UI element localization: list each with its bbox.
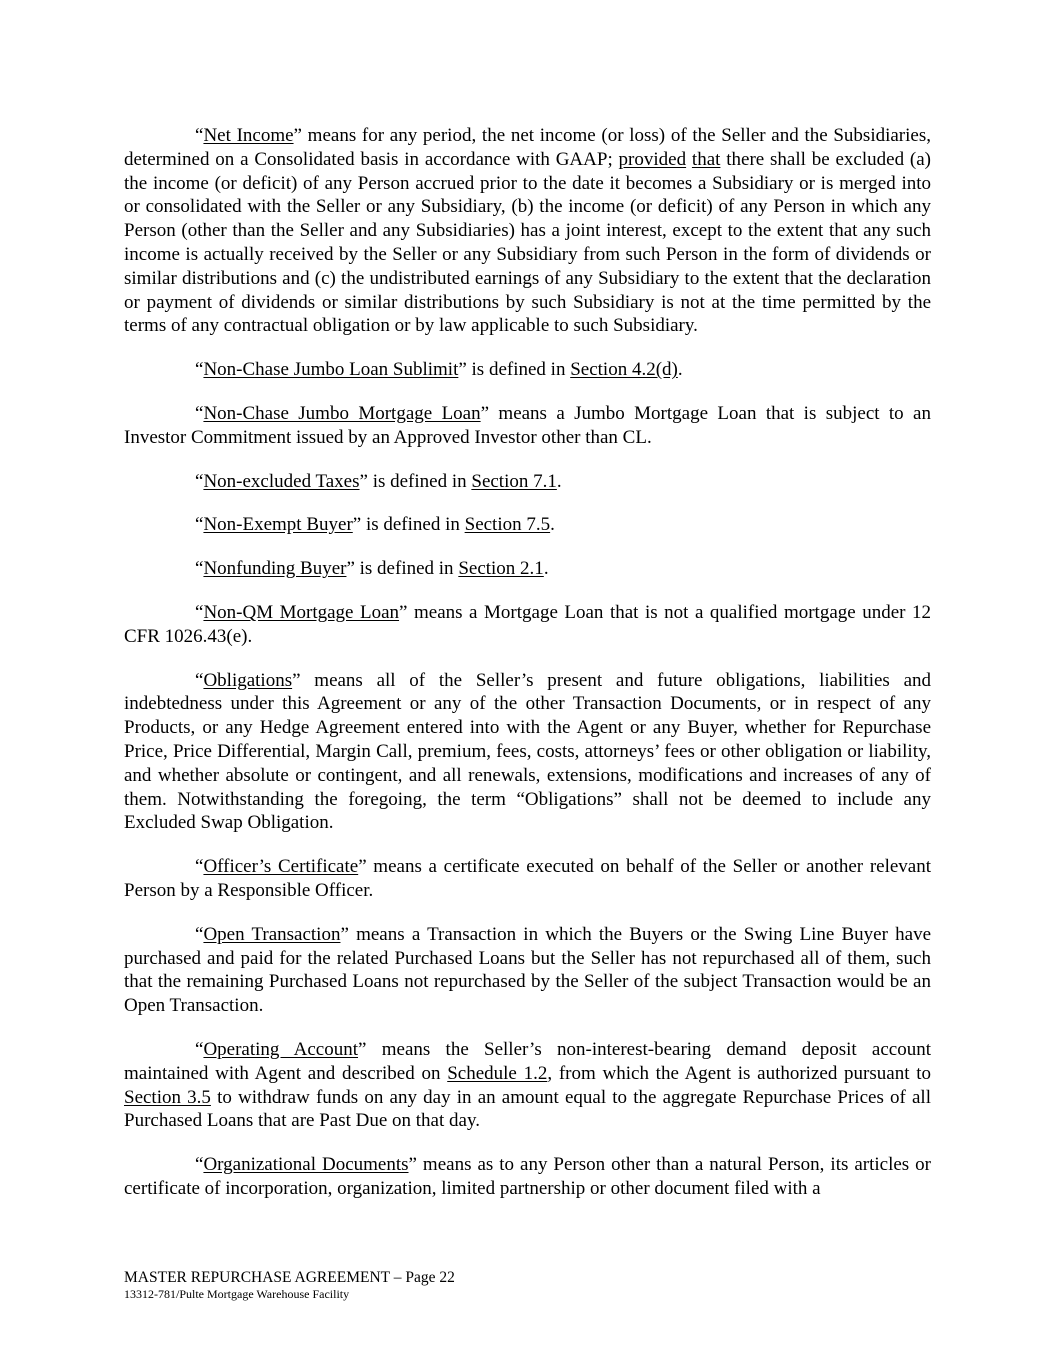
definition-non-chase-jumbo-mortgage-loan (124, 402, 931, 450)
paragraph-text: to withdraw funds on any day in an amount equal to the aggregate Repurchase Prices of all Purchased Loans that are Past Due on that day. (124, 1086, 931, 1132)
paragraph-text: ” means all of the Seller’s present and future obligations, liabilities and indebtedness under this Agreement or any of the other Transaction Documents, or in respect of any Products, or any Hedge Agreement entered into with the Agent or any Buyer, whether for Repurchase Price, Price Differential, Margin Call, premium, fees, costs, attorneys’ fees or other obligation or liability, and whether absolute or contingent, and all renewals, extensions, modifications and increases of any of them. Notwithstanding the foregoing, the term “Obligations” shall not be deemed to include any Excluded Swap Obligation. (124, 669, 931, 834)
defined-term: Non-Chase Jumbo Loan Sublimit (203, 359, 459, 381)
paragraph-text: ” is defined in (346, 558, 459, 580)
paragraph-text: “ (195, 669, 204, 691)
defined-term: Officer’s Certificate (203, 856, 359, 878)
paragraph-text: . (543, 558, 549, 580)
footer-document-id: 13312-781/Pulte Mortgage Warehouse Facility (124, 1287, 350, 1301)
definition-operating-account (124, 1038, 931, 1133)
paragraph-text: “ (195, 856, 204, 878)
paragraph-text: “ (195, 359, 204, 381)
paragraph-text: “ (195, 558, 204, 580)
definition-non-chase-jumbo-loan-sublimit (124, 358, 931, 382)
defined-term: Non-Chase Jumbo Mortgage Loan (203, 402, 481, 424)
defined-term: Open Transaction (203, 923, 341, 945)
paragraph-text: , from which the Agent is authorized pursuant to (547, 1062, 931, 1084)
paragraph-text: . (550, 514, 555, 536)
paragraph-text: ” means as to any Person other than a natural Person, its articles or certificate of incorporation, organization, limited partnership or other document filed with a (124, 1154, 931, 1199)
paragraph-text: there shall be excluded (a) the income (or deficit) of any Person accrued prior to the date it becomes a Subsidiary or is merged into or consolidated with the Seller or any Subsidiary, (b) the income (or deficit) of any Person in which any Person (other than the Seller and any Subsidiaries) has a joint interest, except to the extent that any such income is actually received by the Seller or any Subsidiary from such Person in the form of dividends or similar distributions and (c) the undistributed earnings of any Subsidiary to the extent that the declaration or payment of dividends or similar distributions by such Subsidiary is not at the time permitted by the terms of any contractual obligation or by law applicable to such Subsidiary. (124, 148, 931, 337)
defined-term: Section 7.1 (471, 470, 557, 492)
defined-term: Net Income (203, 125, 294, 146)
definition-obligations (124, 669, 931, 836)
paragraph-text: ” is defined in (458, 359, 571, 381)
paragraph-text: “ (195, 1038, 204, 1060)
paragraph-text: “ (195, 923, 204, 945)
defined-term: Non-QM Mortgage Loan (203, 601, 400, 623)
paragraph-text: ” means the Seller’s non-interest-bearing demand deposit account maintained with Agent and described on (124, 1038, 931, 1084)
definition-non-exempt-buyer (124, 513, 931, 537)
paragraph-text: . (556, 470, 562, 492)
defined-term: Section 7.5 (464, 514, 551, 536)
paragraph-text: . (677, 359, 683, 381)
defined-term: provided (618, 148, 687, 170)
defined-term: Section 3.5 (124, 1086, 211, 1108)
paragraph-text: ” is defined in (359, 470, 472, 492)
defined-term: Obligations (203, 669, 293, 691)
defined-term: Non-Exempt Buyer (203, 514, 353, 536)
paragraph-text: “ (195, 125, 204, 146)
paragraph-text: “ (195, 514, 204, 536)
paragraph-text: ” means a certificate executed on behalf of the Seller or another relevant Person by a Responsible Officer. (124, 856, 932, 901)
paragraph-text: ” is defined in (352, 514, 465, 536)
paragraph-text: “ (195, 601, 204, 623)
paragraph-text: “ (195, 470, 204, 492)
defined-term: Schedule 1.2 (447, 1062, 548, 1084)
paragraph-text: ” means for any period, the net income (or loss) of the Seller and the Subsidiaries, determined on a Consolidated basis in accordance with GAAP; (124, 125, 931, 170)
paragraph-text: ” means a Transaction in which the Buyers or the Swing Line Buyer have purchased and paid for the related Purchased Loans but the Seller has not repurchased all of them, such that the remaining Purchased Loans not repurchased by the Seller of the subject Transaction would be an Open Transaction. (124, 923, 932, 1017)
defined-term: Nonfunding Buyer (203, 558, 347, 580)
defined-term: Section 4.2(d) (570, 359, 678, 381)
definition-open-transaction (124, 923, 931, 1018)
definition-net-income (124, 124, 931, 338)
definition-nonfunding-buyer (124, 557, 931, 581)
definition-officers-certificate (124, 855, 931, 903)
document-body (124, 124, 931, 1221)
paragraph-text: “ (195, 1154, 204, 1176)
footer-title: MASTER REPURCHASE AGREEMENT – Page 22 (124, 1269, 455, 1286)
paragraph-text: ” means a Mortgage Loan that is not a qualified mortgage under 12 CFR 1026.43(e). (124, 601, 931, 647)
definition-non-excluded-taxes (124, 470, 931, 494)
paragraph-text: “ (195, 402, 204, 424)
page-footer (124, 1268, 931, 1302)
definition-organizational-documents (124, 1153, 931, 1201)
defined-term: Non-excluded Taxes (203, 470, 360, 492)
paragraph-text: ” means a Jumbo Mortgage Loan that is subject to an Investor Commitment issued by an Approved Investor other than CL. (124, 402, 931, 448)
definition-non-qm-mortgage-loan (124, 601, 931, 649)
defined-term: Operating Account (203, 1038, 359, 1060)
defined-term: Section 2.1 (458, 558, 544, 580)
defined-term: Organizational Documents (203, 1154, 409, 1176)
defined-term: that (691, 148, 721, 170)
